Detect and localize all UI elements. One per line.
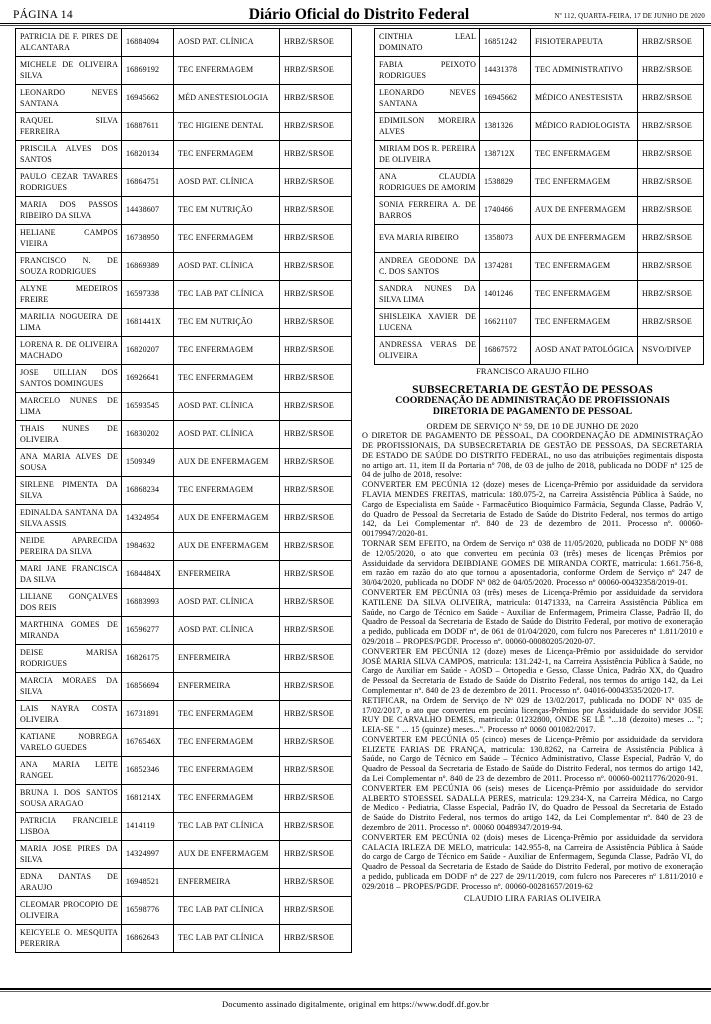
cell-matricula: 1374281 (480, 253, 531, 281)
staff-table-row (16, 729, 352, 757)
cell-matricula: 14324954 (122, 505, 174, 533)
cell-matricula: 16869192 (122, 57, 174, 85)
cell-lotacao: HRBZ/SRSOE (280, 57, 352, 85)
staff-table-row (375, 85, 704, 113)
staff-table-row (16, 505, 352, 533)
staff-table-row (375, 141, 704, 169)
cell-lotacao: HRBZ/SRSOE (638, 57, 704, 85)
cell-lotacao: HRBZ/SRSOE (280, 785, 352, 813)
heading-coordenacao: COORDENAÇÃO DE ADMINISTRAÇÃO DE PROFISSIONAIS (395, 395, 670, 406)
cell-servidor: LORENA R. DE OLIVEIRA MACHADO (16, 337, 122, 365)
cell-cargo: AOSD PAT. CLÍNICA (174, 393, 280, 421)
cell-matricula: 1681214X (122, 785, 174, 813)
cell-servidor: LEONARDO NEVES SANTANA (16, 85, 122, 113)
cell-matricula: 16868234 (122, 477, 174, 505)
cell-servidor: BRUNA I. DOS SANTOS SOUSA ARAGAO (16, 785, 122, 813)
cell-cargo: AUX DE ENFERMAGEM (174, 449, 280, 477)
cell-matricula: 16597338 (122, 281, 174, 309)
staff-table-row (16, 533, 352, 561)
staff-table-row (16, 757, 352, 785)
cell-lotacao: HRBZ/SRSOE (280, 869, 352, 897)
staff-table-row (16, 253, 352, 281)
cell-lotacao: HRBZ/SRSOE (280, 309, 352, 337)
cell-lotacao: HRBZ/SRSOE (280, 925, 352, 953)
cell-cargo: TEC ENFERMAGEM (174, 477, 280, 505)
cell-servidor: MARI JANE FRANCISCA DA SILVA (16, 561, 122, 589)
cell-matricula: 16731891 (122, 701, 174, 729)
staff-table-row (375, 113, 704, 141)
cell-lotacao: HRBZ/SRSOE (280, 337, 352, 365)
cell-cargo: TEC EM NUTRIÇÃO (174, 309, 280, 337)
cell-servidor: MARILIA NOGUEIRA DE LIMA (16, 309, 122, 337)
cell-cargo: MÉDICO RADIOLOGISTA (531, 113, 638, 141)
cell-lotacao: HRBZ/SRSOE (638, 141, 704, 169)
cell-matricula: 16621107 (480, 309, 531, 337)
cell-cargo: TEC LAB PAT CLÍNICA (174, 925, 280, 953)
cell-servidor: EVA MARIA RIBEIRO (375, 225, 480, 253)
cell-lotacao: HRBZ/SRSOE (280, 505, 352, 533)
order-paragraph: CONVERTER EM PECÚNIA 05 (cinco) meses de Licença-Prêmio por assiduidade da servidora ELIZETE FARIAS DE FRANÇA, matricula: 130.8262, na Carreira de Assistência Pública à Saúde, no Cargo de Técnico em Saúde – Técnico Administrativo, Classe Especial, Padrão V, do Quadro de Pessoal da Secretaria de Estado de Saúde do Distrito Federal, nos termos do artigo 142, da Lei Complementar nº. 840 de 23 de dezembro de 2011. Processo nº. 00060-00211776/2020-91. (362, 734, 703, 784)
cell-servidor: SANDRA NUNES DA SILVA LIMA (375, 281, 480, 309)
cell-servidor: MICHELE DE OLIVEIRA SILVA (16, 57, 122, 85)
cell-cargo: AUX DE ENFERMAGEM (531, 197, 638, 225)
cell-matricula: 1414119 (122, 813, 174, 841)
cell-servidor: KEICYELE O. MESQUITA PERERIRA (16, 925, 122, 953)
cell-servidor: ALYNE MEDEIROS FREIRE (16, 281, 122, 309)
cell-cargo: TEC ENFERMAGEM (174, 701, 280, 729)
cell-lotacao: HRBZ/SRSOE (280, 449, 352, 477)
cell-servidor: MARIA DOS PASSOS RIBEIRO DA SILVA (16, 197, 122, 225)
cell-matricula: 1684484X (122, 561, 174, 589)
cell-servidor: LAIS NAYRA COSTA OLIVEIRA (16, 701, 122, 729)
cell-matricula: 1358073 (480, 225, 531, 253)
cell-lotacao: HRBZ/SRSOE (280, 617, 352, 645)
cell-cargo: AOSD PAT. CLÍNICA (174, 617, 280, 645)
cell-cargo: TEC ENFERMAGEM (531, 141, 638, 169)
staff-table-row (16, 393, 352, 421)
cell-matricula: 14431378 (480, 57, 531, 85)
cell-matricula: 16593545 (122, 393, 174, 421)
staff-table-row (16, 281, 352, 309)
cell-matricula: 1740466 (480, 197, 531, 225)
cell-lotacao: HRBZ/SRSOE (638, 281, 704, 309)
cell-servidor: MARIA JOSE PIRES DA SILVA (16, 841, 122, 869)
cell-lotacao: HRBZ/SRSOE (280, 85, 352, 113)
cell-matricula: 14324997 (122, 841, 174, 869)
cell-matricula: 1984632 (122, 533, 174, 561)
cell-matricula: 1509349 (122, 449, 174, 477)
cell-lotacao: HRBZ/SRSOE (280, 477, 352, 505)
cell-lotacao: HRBZ/SRSOE (638, 85, 704, 113)
cell-servidor: HELIANE CAMPOS VIEIRA (16, 225, 122, 253)
cell-matricula: 16820207 (122, 337, 174, 365)
staff-table-row (16, 477, 352, 505)
cell-servidor: MIRIAM DOS R. PEREIRA DE OLIVEIRA (375, 141, 480, 169)
staff-table-row (375, 57, 704, 85)
staff-table-row (16, 701, 352, 729)
cell-cargo: AUX DE ENFERMAGEM (174, 841, 280, 869)
cell-cargo: TEC LAB PAT CLÍNICA (174, 813, 280, 841)
cell-matricula: 16926641 (122, 365, 174, 393)
cell-cargo: TEC LAB PAT CLÍNICA (174, 281, 280, 309)
cell-cargo: TEC LAB PAT CLÍNICA (174, 897, 280, 925)
page-number: PÁGINA 14 (13, 9, 73, 21)
cell-servidor: THAIS NUNES DE OLIVEIRA (16, 421, 122, 449)
cell-matricula: 138712X (480, 141, 531, 169)
cell-matricula: 1681441X (122, 309, 174, 337)
cell-cargo: MÉD ANESTESIOLOGIA (174, 85, 280, 113)
cell-lotacao: HRBZ/SRSOE (280, 589, 352, 617)
staff-table-row (16, 85, 352, 113)
staff-table-row (16, 365, 352, 393)
cell-servidor: NEIDE APARECIDA PEREIRA DA SILVA (16, 533, 122, 561)
footer-rule (0, 988, 711, 992)
cell-matricula: 16945662 (122, 85, 174, 113)
cell-matricula: 1538829 (480, 169, 531, 197)
cell-lotacao: HRBZ/SRSOE (280, 29, 352, 57)
staff-table-row (375, 281, 704, 309)
order-paragraph: CONVERTER EM PECÚNIA 06 (seis) meses de Licença-Prêmio por assiduidade do servidor ALBERTO STOESSEL SADALLA PERES, matricula: 129.234-X, na Carreira Médica, no Cargo de Medico - Pediatria, Classe Especial, Padrão IV, do Quadro de Pessoal da Secretaria de Estado de Saúde do Distrito Federal, nos termos do artigo 142, da Lei Complementar nº. 840 de 23 de dezembro de 2011. Processo nº. 00060 00489347/2019-94. (362, 783, 703, 833)
cell-lotacao: HRBZ/SRSOE (280, 421, 352, 449)
cell-servidor: DEISE MARISA RODRIGUES (16, 645, 122, 673)
cell-cargo: TEC ENFERMAGEM (531, 169, 638, 197)
staff-table-right (374, 28, 704, 365)
cell-lotacao: HRBZ/SRSOE (280, 897, 352, 925)
cell-servidor: SIRLENE PIMENTA DA SILVA (16, 477, 122, 505)
cell-matricula: 16869389 (122, 253, 174, 281)
cell-lotacao: HRBZ/SRSOE (280, 701, 352, 729)
order-paragraph: TORNAR SEM EFEITO, na Ordem de Serviço nº 038 de 11/05/2020, publicada no DODF Nº 088 de 12/05/2020, o ato que converteu em pecúnia 03 (três) meses de licenças Prêmios por Assiduidade da servidora DEIBDIANE GOMES DE MIRANDA CORTE, matricula: 1.661.756-8, em razão em razão do ato que tornou a aposentadoria, conforme Ordem de Serviço nº 247 de 30/04/2020, publicada no DODF Nº 082 de 04/05/2020. Processo nº 00060-00432358/2019-01. (362, 538, 703, 588)
cell-cargo: TEC ENFERMAGEM (174, 57, 280, 85)
cell-matricula: 16830202 (122, 421, 174, 449)
cell-lotacao: HRBZ/SRSOE (280, 533, 352, 561)
cell-servidor: CINTHIA LEAL DOMINATO (375, 29, 480, 57)
cell-cargo: AOSD PAT. CLÍNICA (174, 29, 280, 57)
cell-servidor: MARTHINA GOMES DE MIRANDA (16, 617, 122, 645)
cell-matricula: 1381326 (480, 113, 531, 141)
cell-servidor: EDNA DANTAS DE ARAUJO (16, 869, 122, 897)
staff-table-row (16, 449, 352, 477)
cell-servidor: JOSE UILLIAN DOS SANTOS DOMINGUES (16, 365, 122, 393)
staff-table-row (16, 421, 352, 449)
cell-lotacao: HRBZ/SRSOE (280, 169, 352, 197)
cell-lotacao: HRBZ/SRSOE (280, 673, 352, 701)
cell-cargo: FISIOTERAPEUTA (531, 29, 638, 57)
cell-matricula: 16862643 (122, 925, 174, 953)
cell-servidor: SONIA FERREIRA A. DE BARROS (375, 197, 480, 225)
cell-servidor: ANA MARIA ALVES DE SOUSA (16, 449, 122, 477)
signature-claudio-lira-farias-oliveira: CLAUDIO LIRA FARIAS OLIVEIRA (463, 893, 602, 903)
cell-servidor: EDINALDA SANTANA DA SILVA ASSIS (16, 505, 122, 533)
staff-table-row (375, 337, 704, 365)
cell-servidor: ANA CLAUDIA RODRIGUES DE AMORIM (375, 169, 480, 197)
cell-lotacao: HRBZ/SRSOE (280, 393, 352, 421)
cell-lotacao: HRBZ/SRSOE (280, 757, 352, 785)
cell-matricula: 16820134 (122, 141, 174, 169)
cell-servidor: CLEOMAR PROCOPIO DE OLIVEIRA (16, 897, 122, 925)
staff-table-row (16, 645, 352, 673)
left-column (15, 28, 351, 953)
order-title: ORDEM DE SERVIÇO Nº 59, DE 10 DE JUNHO DE 2020 (426, 422, 639, 432)
cell-servidor: KATIANE NOBREGA VARELO GUEDES (16, 729, 122, 757)
cell-lotacao: NSVO/DIVEP (638, 337, 704, 365)
cell-matricula: 16852346 (122, 757, 174, 785)
cell-lotacao: HRBZ/SRSOE (638, 169, 704, 197)
cell-lotacao: HRBZ/SRSOE (280, 813, 352, 841)
cell-cargo: ENFERMEIRA (174, 645, 280, 673)
cell-lotacao: HRBZ/SRSOE (638, 309, 704, 337)
cell-cargo: AOSD PAT. CLÍNICA (174, 169, 280, 197)
cell-matricula: 16598776 (122, 897, 174, 925)
order-paragraph: O DIRETOR DE PAGAMENTO DE PESSOAL, DA COORDENAÇÃO DE ADMINISTRAÇÃO DE PROFISSIONAIS, DA SUBSECRETARIA DE GESTÃO DE PESSOAS, DA SECRETARIA DE ESTADO DE SAÚDE DO DISTRITO FEDERAL, no uso das atribuições regimentais disposta no artigo art. 11, item II da Portaria nº 708, de 03 de julho de 2018, publicada no DODF nº 125 de 04 de julho de 2018, resolve: (362, 431, 703, 480)
staff-table-row (16, 57, 352, 85)
staff-table-row (16, 197, 352, 225)
cell-cargo: TEC ENFERMAGEM (174, 225, 280, 253)
cell-servidor: LILIANE GONÇALVES DOS REIS (16, 589, 122, 617)
order-paragraph: CONVERTER EM PECÚNIA 02 (dois) meses de Licença-Prêmio por assiduidade da servidora CALACIA IRLEZA DE MELO, matricula: 142.955-8, na Carreira de Assistência Pública à Saúde do cargo de Cargo de Técnico em Saúde - Auxiliar de Enfermagem, Segunda Classe, Padrão VI, do Quadro de Pessoal da Secretaria de Estado de Saúde do Distrito Federal, por motivo de exoneração a pedido, publicada em DODF nº de 227 de 29/11/2019, com fulcro nos Pareceres nº 1.811/2010 e 029/2018 – PROPES/PGDF. Processo nº. 00060-00281657/2019-62 (362, 832, 703, 891)
staff-table-row (375, 197, 704, 225)
cell-cargo: TEC ENFERMAGEM (174, 141, 280, 169)
cell-servidor: FABIA PEIXOTO RODRIGUES (375, 57, 480, 85)
staff-table-row (16, 225, 352, 253)
cell-matricula: 16856694 (122, 673, 174, 701)
cell-matricula: 16867572 (480, 337, 531, 365)
cell-cargo: TEC EM NUTRIÇÃO (174, 197, 280, 225)
cell-lotacao: HRBZ/SRSOE (638, 225, 704, 253)
cell-matricula: 16884094 (122, 29, 174, 57)
cell-lotacao: HRBZ/SRSOE (638, 253, 704, 281)
right-column (362, 28, 703, 903)
cell-lotacao: HRBZ/SRSOE (280, 841, 352, 869)
cell-cargo: TEC ADMINISTRATIVO (531, 57, 638, 85)
cell-matricula: 1401246 (480, 281, 531, 309)
staff-table-row (16, 869, 352, 897)
cell-cargo: TEC ENFERMAGEM (174, 729, 280, 757)
cell-cargo: TEC ENFERMAGEM (531, 281, 638, 309)
cell-servidor: RAQUEL SILVA FERREIRA (16, 113, 122, 141)
staff-table-row (375, 309, 704, 337)
cell-lotacao: HRBZ/SRSOE (280, 113, 352, 141)
edition-info: Nº 112, QUARTA-FEIRA, 17 DE JUNHO DE 2020 (554, 13, 705, 20)
signature-francisco-araujo-filho: FRANCISCO ARAUJO FILHO (476, 367, 589, 376)
cell-lotacao: HRBZ/SRSOE (280, 197, 352, 225)
cell-cargo: ENFERMEIRA (174, 561, 280, 589)
staff-table-row (16, 785, 352, 813)
staff-table-left (15, 28, 352, 953)
cell-servidor: PAULO CEZAR TAVARES RODRIGUES (16, 169, 122, 197)
heading-subsecretaria: SUBSECRETARIA DE GESTÃO DE PESSOAS (412, 383, 653, 396)
staff-table-row (16, 589, 352, 617)
staff-table-row (16, 925, 352, 953)
staff-table-row (375, 29, 704, 57)
cell-servidor: ANA MARIA LEITE RANGEL (16, 757, 122, 785)
cell-cargo: TEC HIGIENE DENTAL (174, 113, 280, 141)
cell-cargo: TEC ENFERMAGEM (531, 309, 638, 337)
page-header (13, 6, 705, 24)
cell-lotacao: HRBZ/SRSOE (638, 113, 704, 141)
order-paragraph: CONVERTER EM PECÚNIA 12 (doze) meses de Licença-Prêmio por assiduidade da servidora FLAVIA MENDES FREITAS, matricula: 180.075-2, na Carreira Assistência Pública à Saúde, no Cargo de Especialista em Saúde - Farmacêutico Bioquímico Farmácia, Segunda Classe, Padrão V, do Quadro de Pessoal da Secretaria de Estado de Saúde do Distrito Federal, nos termos do artigo 142, da Lei Complementar nº. 840 de 23 de dezembro de 2011. Processo nº. 00060-00179947/2020-81. (362, 480, 703, 539)
cell-lotacao: HRBZ/SRSOE (280, 645, 352, 673)
cell-cargo: TEC ENFERMAGEM (174, 785, 280, 813)
cell-cargo: ENFERMEIRA (174, 673, 280, 701)
staff-table-row (16, 813, 352, 841)
cell-lotacao: HRBZ/SRSOE (638, 197, 704, 225)
staff-table-row (16, 29, 352, 57)
order-paragraph: CONVERTER EM PECÚNIA 12 (doze) meses de Licença-Prêmio por assiduidade do servidor JOSÉ MARIA SILVA CAMPOS, matricula: 131.242-1, na Carreira Assistência Pública à Saúde, no Cargo de Auxiliar em Saúde - AOSD – Ortopedia e Gesso, Classe Única, Padrão XX, do Quadro de Pessoal da Secretaria de Estado de Saúde do Distrito Federal, nos termos do artigo 142, da Lei Complementar nº. 840 de 23 de dezembro de 2011. Processo nº. 04016-00043535/2020-17. (362, 646, 703, 695)
staff-table-row (16, 141, 352, 169)
cell-matricula: 16738950 (122, 225, 174, 253)
cell-cargo: TEC ENFERMAGEM (531, 253, 638, 281)
footer-digital-signature-note: Documento assinado digitalmente, original em https://www.dodf.df.gov.br (221, 999, 490, 1009)
cell-lotacao: HRBZ/SRSOE (280, 561, 352, 589)
cell-matricula: 14438607 (122, 197, 174, 225)
cell-lotacao: HRBZ/SRSOE (280, 253, 352, 281)
staff-table-row (16, 113, 352, 141)
staff-table-row (16, 617, 352, 645)
cell-servidor: ANDREA GEODONE DA C. DOS SANTOS (375, 253, 480, 281)
staff-table-row (16, 169, 352, 197)
cell-cargo: AUX DE ENFERMAGEM (531, 225, 638, 253)
cell-matricula: 16864751 (122, 169, 174, 197)
cell-servidor: FRANCISCO N. DE SOUZA RODRIGUES (16, 253, 122, 281)
order-paragraph: RETIFICAR, na Ordem de Serviço de Nº 029 de 13/02/2017, publicada no DODF Nº 035 de 17/02/2017, o ato que converteu em pecúnia licenças-Prêmios por Assiduidade do servidor JOSE RUY DE CARVALHO DEMES, matricula: 01232800, ONDE SE LÊ "...18 (dezoito) meses ... "; LEIA-SE " ... 15 (quinze) meses...". Processo nº 0060 001082/2017. (362, 695, 703, 735)
staff-table-row (16, 841, 352, 869)
page-title: Diário Oficial do Distrito Federal (248, 6, 470, 23)
staff-table-row (16, 897, 352, 925)
cell-matricula: 16851242 (480, 29, 531, 57)
cell-matricula: 16887611 (122, 113, 174, 141)
staff-table-row (16, 673, 352, 701)
cell-cargo: AUX DE ENFERMAGEM (174, 533, 280, 561)
cell-cargo: AOSD PAT. CLÍNICA (174, 589, 280, 617)
cell-cargo: AOSD ANAT PATOLÓGICA (531, 337, 638, 365)
cell-cargo: AOSD PAT. CLÍNICA (174, 421, 280, 449)
cell-lotacao: HRBZ/SRSOE (280, 281, 352, 309)
cell-servidor: MARCIA MORAES DA SILVA (16, 673, 122, 701)
cell-servidor: PATRICIA FRANCIELE LISBOA (16, 813, 122, 841)
order-body (362, 431, 703, 891)
cell-matricula: 16945662 (480, 85, 531, 113)
cell-servidor: SHISLEIKA XAVIER DE LUCENA (375, 309, 480, 337)
cell-servidor: MARCELO NUNES DE LIMA (16, 393, 122, 421)
staff-table-row (375, 169, 704, 197)
cell-lotacao: HRBZ/SRSOE (638, 29, 704, 57)
cell-cargo: ENFERMEIRA (174, 869, 280, 897)
cell-cargo: AOSD PAT. CLÍNICA (174, 253, 280, 281)
cell-matricula: 16826175 (122, 645, 174, 673)
cell-cargo: AUX DE ENFERMAGEM (174, 505, 280, 533)
cell-lotacao: HRBZ/SRSOE (280, 365, 352, 393)
cell-matricula: 16596277 (122, 617, 174, 645)
cell-servidor: PATRICIA DE F. PIRES DE ALCANTARA (16, 29, 122, 57)
cell-cargo: TEC ENFERMAGEM (174, 337, 280, 365)
cell-matricula: 16948521 (122, 869, 174, 897)
cell-servidor: PRISCILA ALVES DOS SANTOS (16, 141, 122, 169)
cell-matricula: 1676546X (122, 729, 174, 757)
cell-servidor: ANDRESSA VERAS DE OLIVEIRA (375, 337, 480, 365)
staff-table-row (375, 225, 704, 253)
cell-matricula: 16883993 (122, 589, 174, 617)
cell-lotacao: HRBZ/SRSOE (280, 141, 352, 169)
staff-table-row (16, 309, 352, 337)
cell-cargo: TEC ENFERMAGEM (174, 365, 280, 393)
cell-servidor: LEONARDO NEVES SANTANA (375, 85, 480, 113)
cell-lotacao: HRBZ/SRSOE (280, 729, 352, 757)
staff-table-row (16, 337, 352, 365)
header-rule (0, 23, 711, 26)
staff-table-row (375, 253, 704, 281)
cell-servidor: EDIMILSON MOREIRA ALVES (375, 113, 480, 141)
cell-cargo: MÉDICO ANESTESISTA (531, 85, 638, 113)
staff-table-row (16, 561, 352, 589)
cell-lotacao: HRBZ/SRSOE (280, 225, 352, 253)
order-paragraph: CONVERTER EM PECÚNIA 03 (três) meses de Licença-Prêmio por assiduidade da servidora KATILENE DA SILVA OLIVEIRA, matricula: 01471333, na Carreira Assistência Pública em Saúde, no Cargo de Técnico em Saúde - Auxiliar de Enfermagem, Primeira Classe, Padrão II, do Quadro de Pessoal da Secretaria de Estado de Saúde do Distrito Federal, por motivo de exoneração a pedido, publicada em DODF nº, de 061 de 01/04/2020, com fulcro nos Pareceres nº 1.811/2010 e 029/2018 – PROPES/PGDF. Processo nº. 00060-00080205/2020-07. (362, 587, 703, 646)
cell-cargo: TEC ENFERMAGEM (174, 757, 280, 785)
heading-diretoria: DIRETORIA DE PAGAMENTO DE PESSOAL (432, 405, 633, 417)
